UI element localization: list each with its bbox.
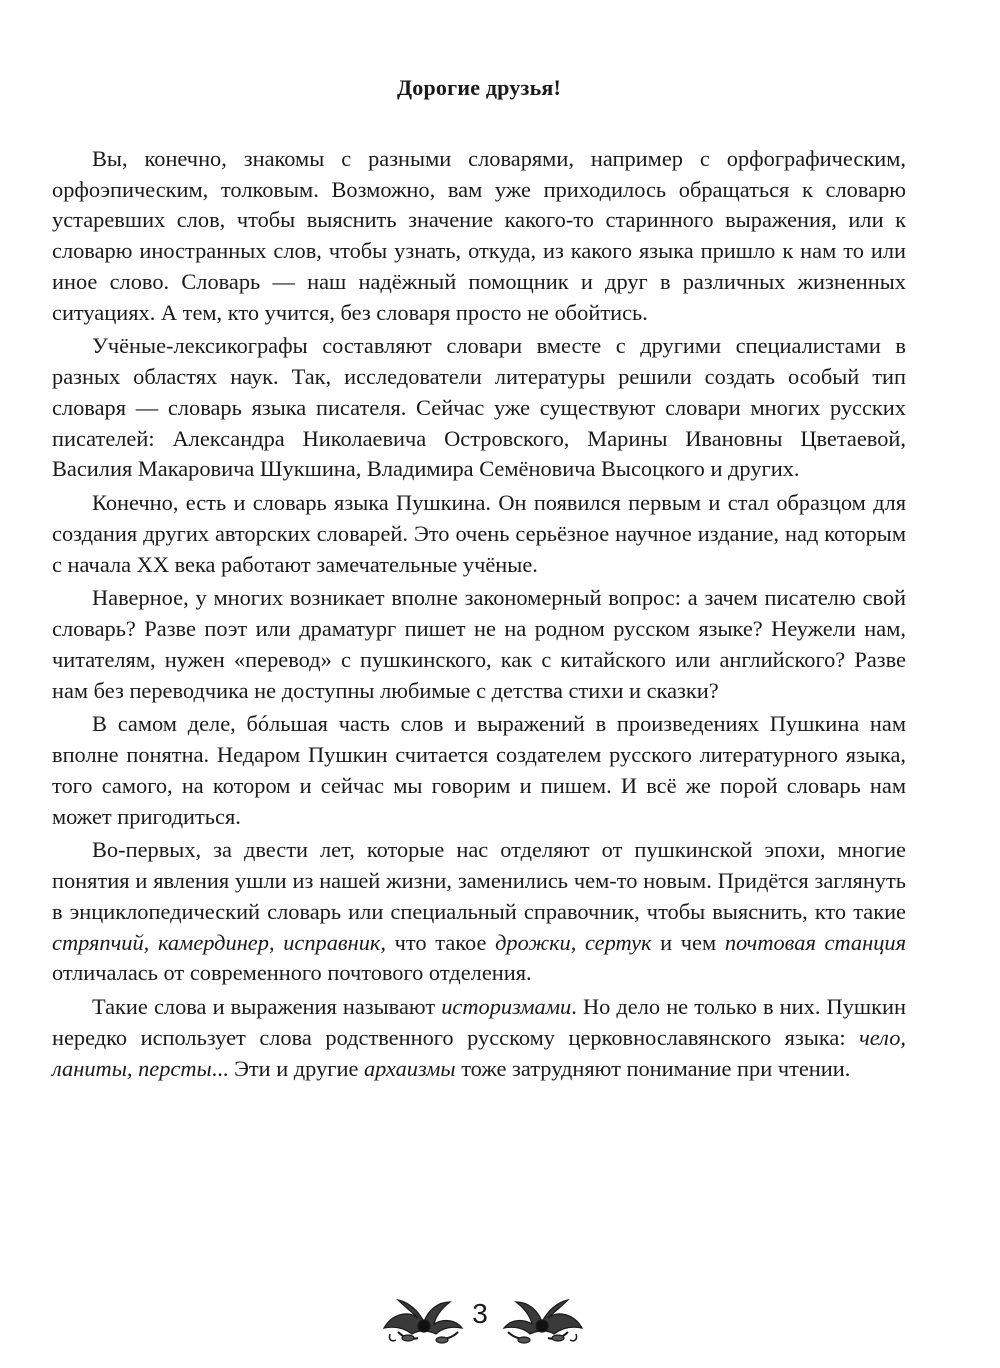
paragraph [52,583,906,706]
text-run: Вы, конечно, знакомы с разными словарями, например с орфографическим, орфоэпическим, толковым. Возможно, вам уже приходилось обращаться к словарю устаревших слов, чтобы выяснить значение какого-то старинного выражения, или к словарю иностранных слов, чтобы узнать, откуда, из какого языка пришло к нам то или иное слово. Словарь — наш надёжный помощник и друг в различных жизненных ситуациях. А тем, кто учится, без словаря просто не обойтись. [52,146,906,325]
paragraph [52,992,906,1084]
page-footer [0,1288,1000,1348]
text-run: Учёные-лексикографы составляют словари вместе с другими специалистами в разных областях наук. Так, исследователи литературы решили создать особый тип словаря — словарь языка писателя. Сейчас уже существуют словари многих русских писателей: Александра Николаевича Островского, Марины Ивановны Цветаевой, Василия Макаровича Шукшина, Владимира Семёновича Высоцкого и других. [52,333,906,482]
text-run: тоже затрудняют понимание при чтении. [455,1055,851,1081]
italic-term: стряпчий, камердинер, исправник, [52,929,387,955]
text-run: Конечно, есть и словарь языка Пушкина. Он появился первым и стал образцом для создания других авторских словарей. Это очень серьёзное научное издание, над которым с начала XX века работают замечательные учёные. [52,490,906,577]
text-run: Наверное, у многих возникает вполне закономерный вопрос: а зачем писателю свой словарь? Разве поэт или драматург пишет не на родном русском языке? Неужели нам, читателям, нужен «перевод» с пушкинского, как с китайского или английского? Разве нам без переводчика не доступны любимые с детства стихи и сказки? [52,585,906,703]
text-run: что такое [386,929,496,955]
text-run: Во-первых, за двести лет, которые нас отделяют от пушкинской эпохи, многие понятия и явления ушли из нашей жизни, заменились чем-то новым. Придётся заглянуть в энциклопедический словарь или специальный справочник, чтобы выяснить, кто такие [52,837,906,924]
page-number: 3 [472,1298,488,1329]
page-title: Дорогие друзья! [396,75,562,100]
italic-term: почтовая станция [724,929,906,955]
italic-term: дрожки, сертук [495,929,652,955]
text-run: отличалась от современного почтового отделения. [52,960,532,986]
text-run: В самом деле, бóльшая часть слов и выражений в произведениях Пушкина нам вполне понятна. Недаром Пушкин считается создателем русского литературного языка, того самого, на котором и сейчас мы говорим и пишем. И всё же порой словарь нам может пригодиться. [52,711,906,829]
paragraph [52,835,906,989]
floral-ornament-icon [378,1288,468,1344]
paragraph [52,331,906,485]
floral-ornament-icon [498,1288,588,1344]
italic-term: историзмами [441,994,572,1020]
italic-term: архаизмы [363,1055,456,1081]
text-run: и чем [651,929,725,955]
paragraph [52,144,906,328]
body-text [52,144,906,1087]
paragraph [52,488,906,580]
text-run: Такие слова и выражения называют [92,994,442,1020]
paragraph [52,709,906,832]
text-run: . Но дело не только в них. Пушкин нередко использует слова родственного русскому церковнославянского языка: [52,994,906,1050]
text-run: ... Эти и другие [211,1055,364,1081]
italic-term: чело, ланиты, персты [52,1024,906,1081]
